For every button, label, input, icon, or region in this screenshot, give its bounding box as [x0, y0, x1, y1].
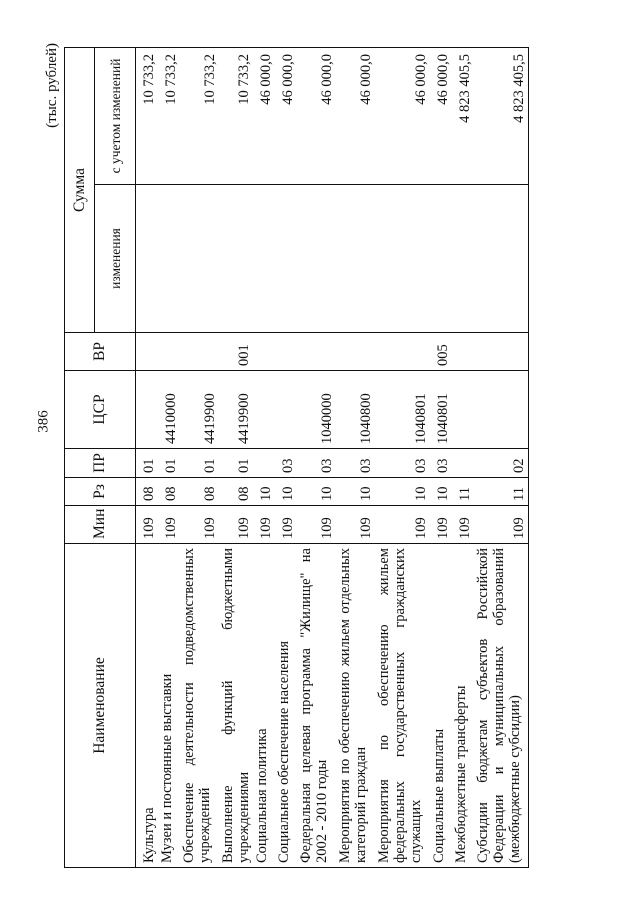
cell-vr: [452, 333, 474, 371]
table-row: [375, 47, 430, 867]
cell-pr: 01: [136, 449, 159, 478]
cell-name: Мероприятия по обеспечению жильем отдельных категорий граждан: [336, 544, 375, 868]
header-changes: изменения: [95, 185, 136, 333]
cell-rz: 08: [180, 478, 219, 506]
table-row: [275, 47, 297, 867]
cell-rz: 08: [136, 478, 159, 506]
cell-vr: [375, 333, 430, 371]
cell-name: Федеральная целевая программа "Жилище" на 2002 - 2010 годы: [297, 544, 336, 868]
cell-rz: 10: [253, 478, 275, 506]
cell-csr: 4419900: [180, 371, 219, 449]
cell-pr: 03: [375, 449, 430, 478]
table-row: [219, 47, 253, 867]
cell-total: 46 000,0: [297, 47, 336, 184]
cell-name: Культура: [136, 544, 159, 868]
cell-pr: 03: [430, 449, 452, 478]
cell-rz: 10: [275, 478, 297, 506]
cell-vr: [136, 333, 159, 371]
cell-rz: 10: [375, 478, 430, 506]
cell-total: 10 733,2: [219, 47, 253, 184]
table-row: [336, 47, 375, 867]
cell-min: 109: [219, 506, 253, 544]
cell-name: Музеи и постоянные выставки: [158, 544, 180, 868]
table-body: [136, 47, 529, 867]
cell-min: 109: [297, 506, 336, 544]
cell-csr: [452, 371, 474, 449]
cell-changes: [430, 185, 452, 333]
cell-vr: 001: [219, 333, 253, 371]
cell-csr: [474, 371, 528, 449]
cell-total: 46 000,0: [253, 47, 275, 184]
cell-total: 10 733,2: [136, 47, 159, 184]
cell-pr: 03: [275, 449, 297, 478]
cell-changes: [474, 185, 528, 333]
cell-total: 4 823 405,5: [474, 47, 528, 184]
table-row: [297, 47, 336, 867]
cell-rz: 10: [297, 478, 336, 506]
page-number: 386: [35, 410, 52, 433]
cell-total: 46 000,0: [336, 47, 375, 184]
cell-csr: 4419900: [219, 371, 253, 449]
cell-rz: 10: [336, 478, 375, 506]
cell-total: 10 733,2: [180, 47, 219, 184]
cell-name: Мероприятия по обеспечению жильем федеральных государственных гражданских служащих: [375, 544, 430, 868]
cell-rz: 10: [430, 478, 452, 506]
table-row: [452, 47, 474, 867]
cell-min: 109: [430, 506, 452, 544]
cell-min: 109: [253, 506, 275, 544]
cell-changes: [336, 185, 375, 333]
cell-csr: 4410000: [158, 371, 180, 449]
header-vr: ВР: [65, 333, 136, 371]
cell-min: 109: [180, 506, 219, 544]
table-row: [158, 47, 180, 867]
cell-pr: [452, 449, 474, 478]
cell-changes: [219, 185, 253, 333]
cell-name: Социальная политика: [253, 544, 275, 868]
cell-min: 109: [474, 506, 528, 544]
cell-csr: [275, 371, 297, 449]
table-row: [180, 47, 219, 867]
table-row: [474, 47, 528, 867]
cell-changes: [136, 185, 159, 333]
cell-rz: 08: [158, 478, 180, 506]
header-sum: Сумма: [65, 47, 95, 332]
cell-min: 109: [452, 506, 474, 544]
cell-changes: [180, 185, 219, 333]
cell-pr: 02: [474, 449, 528, 478]
cell-changes: [158, 185, 180, 333]
cell-changes: [275, 185, 297, 333]
cell-csr: [136, 371, 159, 449]
cell-changes: [253, 185, 275, 333]
cell-min: 109: [275, 506, 297, 544]
cell-pr: 03: [297, 449, 336, 478]
table-header: [65, 47, 136, 867]
cell-pr: 03: [336, 449, 375, 478]
header-csr: ЦСР: [65, 371, 136, 449]
cell-pr: 01: [158, 449, 180, 478]
cell-changes: [297, 185, 336, 333]
cell-name: Субсидии бюджетам субъектов Российской Федерации и муниципальных образований (межбюджетные субсидии): [474, 544, 528, 868]
cell-name: Социальные выплаты: [430, 544, 452, 868]
cell-csr: 1040000: [297, 371, 336, 449]
cell-pr: 01: [180, 449, 219, 478]
cell-min: 109: [375, 506, 430, 544]
cell-total: 4 823 405,5: [452, 47, 474, 184]
cell-csr: 1040801: [430, 371, 452, 449]
cell-vr: [474, 333, 528, 371]
cell-pr: 01: [219, 449, 253, 478]
cell-vr: [180, 333, 219, 371]
cell-pr: [253, 449, 275, 478]
cell-csr: 1040801: [375, 371, 430, 449]
header-min: Мин: [65, 506, 136, 544]
table-row: [253, 47, 275, 867]
header-pr: ПР: [65, 449, 136, 478]
cell-total: 46 000,0: [275, 47, 297, 184]
cell-rz: 11: [474, 478, 528, 506]
header-with-changes: с учетом изменений: [95, 47, 136, 184]
cell-total: 10 733,2: [158, 47, 180, 184]
cell-rz: 11: [452, 478, 474, 506]
cell-vr: [253, 333, 275, 371]
cell-vr: [297, 333, 336, 371]
cell-min: 109: [158, 506, 180, 544]
cell-min: 109: [136, 506, 159, 544]
cell-name: Межбюджетные трансферты: [452, 544, 474, 868]
rotated-page-content: [40, 28, 640, 868]
budget-table: [64, 47, 529, 868]
cell-csr: 1040800: [336, 371, 375, 449]
cell-vr: 005: [430, 333, 452, 371]
units-label: (тыс. рублей): [44, 43, 60, 128]
cell-changes: [375, 185, 430, 333]
cell-min: 109: [336, 506, 375, 544]
cell-csr: [253, 371, 275, 449]
table-row: [136, 47, 159, 867]
header-rz: Рз: [65, 478, 136, 506]
table-row: [430, 47, 452, 867]
cell-total: 46 000,0: [430, 47, 452, 184]
cell-vr: [336, 333, 375, 371]
cell-vr: [158, 333, 180, 371]
cell-changes: [452, 185, 474, 333]
cell-vr: [275, 333, 297, 371]
cell-total: 46 000,0: [375, 47, 430, 184]
header-name: Наименование: [65, 544, 136, 868]
cell-name: Обеспечение деятельности подведомственных учреждений: [180, 544, 219, 868]
cell-rz: 08: [219, 478, 253, 506]
cell-name: Социальное обеспечение населения: [275, 544, 297, 868]
cell-name: Выполнение функций бюджетными учреждениями: [219, 544, 253, 868]
